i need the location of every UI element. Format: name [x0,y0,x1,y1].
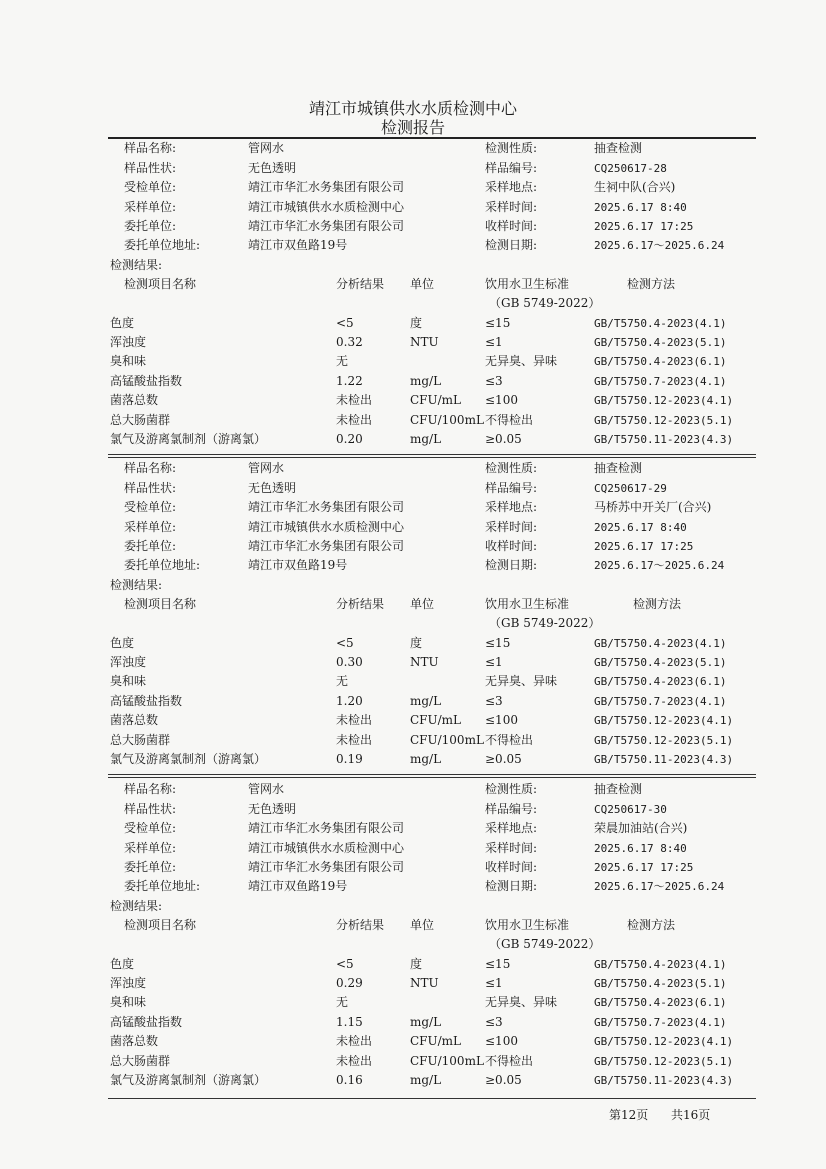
table-row-unit: CFU/100mL [410,413,484,427]
table-row-standard: ≥0.05 [485,432,522,446]
table-row-unit: mg/L [410,752,442,766]
label-sample-no: 样品编号: [485,161,538,175]
table-row-unit: NTU [410,976,439,990]
value-client-unit: 靖江市华汇水务集团有限公司 [248,219,405,233]
table-row-result: 未检出 [336,413,373,427]
label-client-unit: 委托单位: [124,219,177,233]
table-row-method: GB/T5750.12-2023(4.1) [594,1035,734,1048]
table-row-result: <5 [336,957,354,971]
label-sample-name: 样品名称: [124,782,177,796]
table-row-standard: ≥0.05 [485,1073,522,1087]
table-row-method: GB/T5750.4-2023(4.1) [594,637,727,650]
col-unit-header: 单位 [410,597,435,611]
table-row-item: 浑浊度 [110,976,147,990]
table-row-result: 0.29 [336,976,363,990]
section-divider [108,454,756,455]
value-sampling-unit: 靖江市城镇供水水质检测中心 [248,841,405,855]
label-inspected-unit: 受检单位: [124,180,177,194]
table-row-unit: CFU/100mL [410,733,484,747]
label-sample-name: 样品名称: [124,141,177,155]
value-sample-name: 管网水 [248,461,285,475]
table-row-result: 未检出 [336,733,373,747]
table-row-item: 总大肠菌群 [110,1054,171,1068]
col-unit-header: 单位 [410,918,435,932]
label-sampling-site: 采样地点: [485,180,538,194]
table-row-result: 1.15 [336,1015,363,1029]
label-inspected-unit: 受检单位: [124,500,177,514]
table-row-method: GB/T5750.4-2023(4.1) [594,958,727,971]
col-result-header: 分析结果 [336,277,385,291]
value-sample-no: CQ250617-29 [594,482,667,495]
results-heading: 检测结果: [110,578,163,592]
value-sampling-time: 2025.6.17 8:40 [594,521,687,534]
label-test-nature: 检测性质: [485,461,538,475]
table-row-unit: mg/L [410,694,442,708]
col-result-header: 分析结果 [336,597,385,611]
value-test-date: 2025.6.17～2025.6.24 [594,239,725,252]
col-unit-header: 单位 [410,277,435,291]
report-title: 检测报告 [380,118,445,137]
col-method-header: 检测方法 [627,918,676,932]
table-row-standard: ≤100 [485,393,518,407]
table-row-item: 总大肠菌群 [110,413,171,427]
section-divider [108,457,756,458]
value-sample-name: 管网水 [248,782,285,796]
table-row-item: 氯气及游离氯制剂（游离氯） [110,432,267,446]
table-row-item: 高锰酸盐指数 [110,1015,183,1029]
table-row-method: GB/T5750.11-2023(4.3) [594,433,734,446]
table-row-item: 色度 [110,636,135,650]
table-row-standard: 不得检出 [485,1054,534,1068]
page-number: 第12页 [609,1108,649,1122]
table-row-result: 未检出 [336,1034,373,1048]
label-test-date: 检测日期: [485,558,538,572]
title-rule [108,137,756,139]
label-client-address: 委托单位地址: [124,879,201,893]
table-row-item: 浑浊度 [110,335,147,349]
table-row-unit: NTU [410,335,439,349]
label-test-date: 检测日期: [485,879,538,893]
table-row-unit: CFU/100mL [410,1054,484,1068]
table-row-item: 总大肠菌群 [110,733,171,747]
value-client-address: 靖江市双鱼路19号 [248,879,348,893]
table-row-result: 无 [336,354,349,368]
table-row-method: GB/T5750.7-2023(4.1) [594,695,727,708]
table-row-method: GB/T5750.7-2023(4.1) [594,375,727,388]
label-test-nature: 检测性质: [485,782,538,796]
col-standard-header: 饮用水卫生标准 [485,597,570,611]
table-row-method: GB/T5750.12-2023(5.1) [594,1055,734,1068]
table-row-standard: ≤1 [485,335,503,349]
label-client-unit: 委托单位: [124,539,177,553]
table-row-standard: ≤3 [485,694,503,708]
value-sampling-site: 生祠中队(合兴) [594,180,676,194]
results-heading: 检测结果: [110,258,163,272]
table-row-item: 高锰酸盐指数 [110,374,183,388]
label-sampling-unit: 采样单位: [124,841,177,855]
col-standard-header: 饮用水卫生标准 [485,918,570,932]
table-row-item: 菌落总数 [110,1034,159,1048]
section-divider [108,777,756,778]
value-test-date: 2025.6.17～2025.6.24 [594,880,725,893]
label-receipt-time: 收样时间: [485,219,538,233]
value-client-unit: 靖江市华汇水务集团有限公司 [248,860,405,874]
label-sampling-time: 采样时间: [485,841,538,855]
table-row-method: GB/T5750.4-2023(5.1) [594,656,727,669]
value-sample-no: CQ250617-28 [594,162,667,175]
table-row-result: 无 [336,995,349,1009]
table-row-unit: 度 [410,957,423,971]
col-standard-code: （GB 5749-2022） [489,296,601,310]
table-row-method: GB/T5750.4-2023(6.1) [594,675,727,688]
col-item-header: 检测项目名称 [124,597,197,611]
table-row-result: 0.19 [336,752,363,766]
table-row-item: 浑浊度 [110,655,147,669]
label-sampling-time: 采样时间: [485,200,538,214]
label-inspected-unit: 受检单位: [124,821,177,835]
table-row-item: 氯气及游离氯制剂（游离氯） [110,752,267,766]
results-heading: 检测结果: [110,899,163,913]
table-row-standard: ≤15 [485,957,511,971]
table-row-result: 未检出 [336,393,373,407]
col-method-header: 检测方法 [633,597,682,611]
value-sample-state: 无色透明 [248,802,297,816]
table-row-unit: mg/L [410,1073,442,1087]
value-sampling-site: 马桥苏中开关厂(合兴) [594,500,712,514]
table-row-unit: 度 [410,316,423,330]
org-title: 靖江市城镇供水水质检测中心 [308,99,517,118]
table-row-item: 臭和味 [110,354,147,368]
table-row-result: 1.20 [336,694,363,708]
label-test-nature: 检测性质: [485,141,538,155]
label-sampling-unit: 采样单位: [124,520,177,534]
table-row-method: GB/T5750.12-2023(4.1) [594,394,734,407]
value-receipt-time: 2025.6.17 17:25 [594,540,694,553]
label-sampling-time: 采样时间: [485,520,538,534]
table-row-standard: 不得检出 [485,413,534,427]
table-row-result: 0.20 [336,432,363,446]
label-client-address: 委托单位地址: [124,558,201,572]
table-row-item: 色度 [110,316,135,330]
label-sampling-site: 采样地点: [485,500,538,514]
value-sample-state: 无色透明 [248,481,297,495]
value-test-nature: 抽查检测 [594,782,643,796]
label-sample-state: 样品性状: [124,802,177,816]
label-sample-no: 样品编号: [485,802,538,816]
table-row-result: 0.16 [336,1073,363,1087]
value-sample-name: 管网水 [248,141,285,155]
label-client-unit: 委托单位: [124,860,177,874]
table-row-result: 0.30 [336,655,363,669]
table-row-standard: ≥0.05 [485,752,522,766]
value-inspected-unit: 靖江市华汇水务集团有限公司 [248,500,405,514]
table-row-standard: ≤1 [485,976,503,990]
table-row-method: GB/T5750.4-2023(5.1) [594,977,727,990]
bottom-rule [108,1098,756,1099]
table-row-result: 未检出 [336,713,373,727]
table-row-standard: ≤3 [485,374,503,388]
value-receipt-time: 2025.6.17 17:25 [594,220,694,233]
col-item-header: 检测项目名称 [124,277,197,291]
table-row-item: 色度 [110,957,135,971]
value-receipt-time: 2025.6.17 17:25 [594,861,694,874]
col-method-header: 检测方法 [627,277,676,291]
table-row-method: GB/T5750.11-2023(4.3) [594,1074,734,1087]
table-row-method: GB/T5750.4-2023(6.1) [594,355,727,368]
section-divider [108,774,756,775]
table-row-item: 高锰酸盐指数 [110,694,183,708]
label-client-address: 委托单位地址: [124,238,201,252]
table-row-item: 菌落总数 [110,713,159,727]
table-row-standard: 不得检出 [485,733,534,747]
table-row-item: 臭和味 [110,995,147,1009]
value-test-date: 2025.6.17～2025.6.24 [594,559,725,572]
table-row-unit: CFU/mL [410,393,462,407]
table-row-unit: mg/L [410,1015,442,1029]
label-sample-name: 样品名称: [124,461,177,475]
value-sampling-unit: 靖江市城镇供水水质检测中心 [248,520,405,534]
table-row-unit: 度 [410,636,423,650]
value-test-nature: 抽查检测 [594,141,643,155]
value-inspected-unit: 靖江市华汇水务集团有限公司 [248,180,405,194]
value-sample-state: 无色透明 [248,161,297,175]
col-standard-code: （GB 5749-2022） [489,937,601,951]
table-row-standard: 无异臭、异味 [485,674,558,688]
table-row-standard: ≤100 [485,713,518,727]
label-sample-state: 样品性状: [124,481,177,495]
label-receipt-time: 收样时间: [485,539,538,553]
table-row-method: GB/T5750.7-2023(4.1) [594,1016,727,1029]
label-sample-state: 样品性状: [124,161,177,175]
table-row-method: GB/T5750.4-2023(4.1) [594,317,727,330]
label-sample-no: 样品编号: [485,481,538,495]
table-row-method: GB/T5750.4-2023(5.1) [594,336,727,349]
sample-section-1 [0,140,826,460]
table-row-standard: ≤100 [485,1034,518,1048]
table-row-unit: mg/L [410,374,442,388]
table-row-standard: ≤3 [485,1015,503,1029]
table-row-method: GB/T5750.4-2023(6.1) [594,996,727,1009]
value-sampling-time: 2025.6.17 8:40 [594,201,687,214]
label-sampling-site: 采样地点: [485,821,538,835]
value-sampling-unit: 靖江市城镇供水水质检测中心 [248,200,405,214]
sample-section-2 [0,460,826,780]
table-row-method: GB/T5750.11-2023(4.3) [594,753,734,766]
table-row-unit: NTU [410,655,439,669]
table-row-result: <5 [336,636,354,650]
table-row-unit: CFU/mL [410,1034,462,1048]
value-inspected-unit: 靖江市华汇水务集团有限公司 [248,821,405,835]
col-item-header: 检测项目名称 [124,918,197,932]
table-row-result: 1.22 [336,374,363,388]
table-row-result: 0.32 [336,335,363,349]
table-row-method: GB/T5750.12-2023(4.1) [594,714,734,727]
page-total: 共16页 [671,1108,711,1122]
value-sampling-site: 荣晨加油站(合兴) [594,821,688,835]
table-row-standard: 无异臭、异味 [485,354,558,368]
table-row-method: GB/T5750.12-2023(5.1) [594,734,734,747]
table-row-item: 氯气及游离氯制剂（游离氯） [110,1073,267,1087]
table-row-method: GB/T5750.12-2023(5.1) [594,414,734,427]
table-row-unit: CFU/mL [410,713,462,727]
col-standard-code: （GB 5749-2022） [489,616,601,630]
table-row-standard: ≤15 [485,636,511,650]
table-row-item: 菌落总数 [110,393,159,407]
table-row-item: 臭和味 [110,674,147,688]
value-client-address: 靖江市双鱼路19号 [248,238,348,252]
col-result-header: 分析结果 [336,918,385,932]
table-row-standard: ≤15 [485,316,511,330]
value-client-unit: 靖江市华汇水务集团有限公司 [248,539,405,553]
value-sampling-time: 2025.6.17 8:40 [594,842,687,855]
value-sample-no: CQ250617-30 [594,803,667,816]
table-row-result: 无 [336,674,349,688]
label-receipt-time: 收样时间: [485,860,538,874]
label-sampling-unit: 采样单位: [124,200,177,214]
table-row-unit: mg/L [410,432,442,446]
value-client-address: 靖江市双鱼路19号 [248,558,348,572]
label-test-date: 检测日期: [485,238,538,252]
table-row-standard: 无异臭、异味 [485,995,558,1009]
table-row-result: <5 [336,316,354,330]
value-test-nature: 抽查检测 [594,461,643,475]
table-row-standard: ≤1 [485,655,503,669]
sample-section-3 [0,781,826,1101]
table-row-result: 未检出 [336,1054,373,1068]
col-standard-header: 饮用水卫生标准 [485,277,570,291]
